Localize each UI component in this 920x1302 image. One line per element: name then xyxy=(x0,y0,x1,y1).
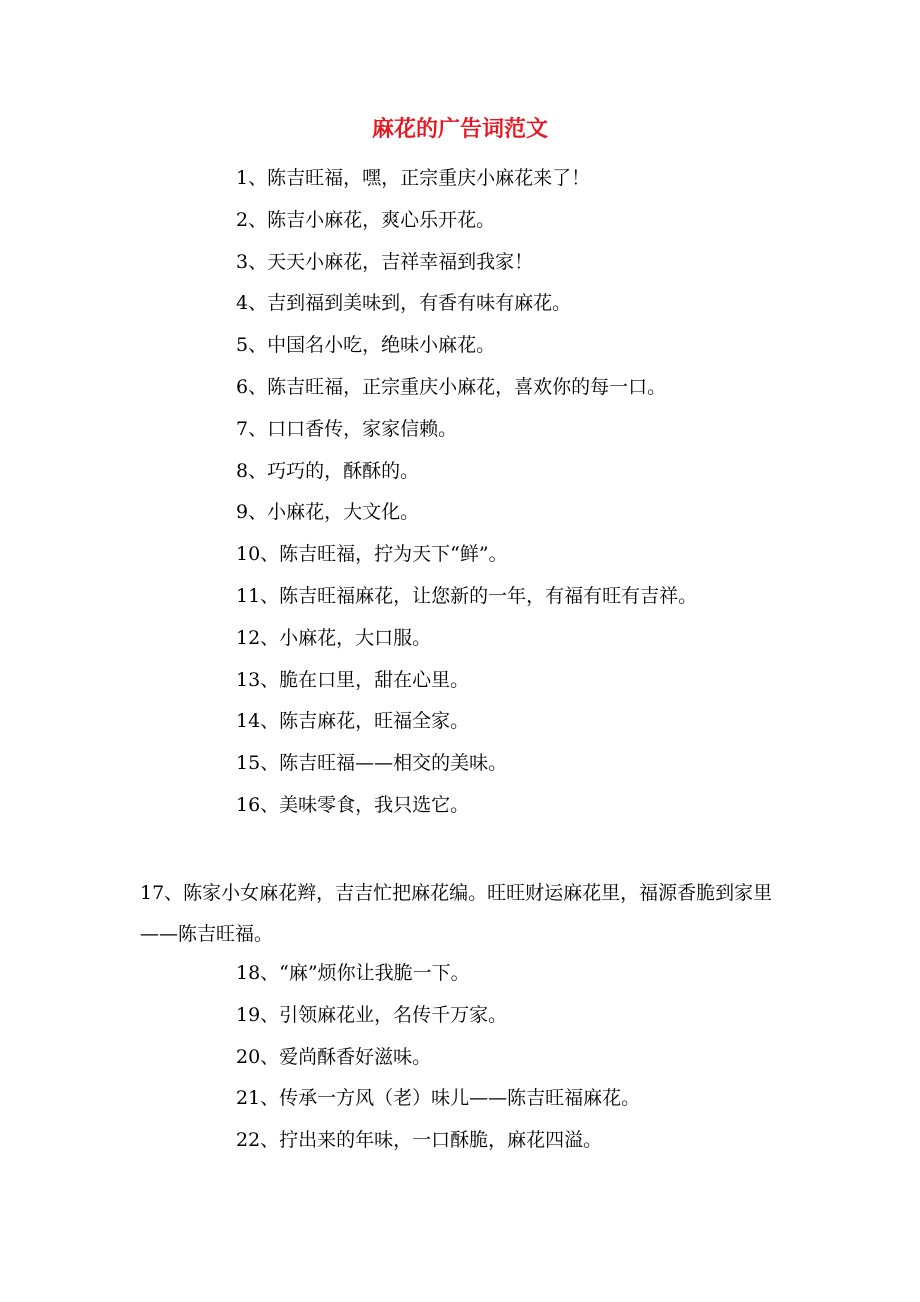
list-item: 18、“麻”烦你让我脆一下。 xyxy=(236,962,470,984)
list-item: 4、吉到福到美味到，有香有味有麻花。 xyxy=(236,292,572,315)
list-item: 12、小麻花，大口服。 xyxy=(236,626,432,649)
list-item: 1、陈吉旺福，嘿，正宗重庆小麻花来了！ xyxy=(236,167,591,189)
slogan-list-continued xyxy=(236,953,640,1162)
list-item: 19、引领麻花业，名传千万家。 xyxy=(236,1003,508,1026)
list-item: 16、美味零食，我只选它。 xyxy=(236,793,470,816)
list-item: 22、拧出来的年味，一口酥脆，麻花四溢。 xyxy=(236,1129,603,1152)
list-item: 9、小麻花，大文化。 xyxy=(236,501,420,524)
list-item: 13、脆在口里，甜在心里。 xyxy=(236,668,470,691)
document-title: 麻花的广告词范文 xyxy=(371,116,548,142)
list-item: 7、口口香传，家家信赖。 xyxy=(236,417,458,440)
slogan-list xyxy=(236,158,697,827)
list-item: 8、巧巧的，酥酥的。 xyxy=(236,459,420,482)
list-item: 15、陈吉旺福——相交的美味。 xyxy=(236,752,508,775)
list-item: 20、爱尚酥香好滋味。 xyxy=(236,1045,432,1068)
list-item: 11、陈吉旺福麻花，让您新的一年，有福有旺有吉祥。 xyxy=(236,584,698,607)
slogan-paragraph: 17、陈家小女麻花辫，吉吉忙把麻花编。旺旺财运麻花里，福源香脆到家里——陈吉旺福。 xyxy=(140,882,773,945)
list-item: 6、陈吉旺福，正宗重庆小麻花，喜欢你的每一口。 xyxy=(236,375,667,398)
list-item: 14、陈吉麻花，旺福全家。 xyxy=(236,710,470,733)
list-item: 5、中国名小吃，绝味小麻花。 xyxy=(236,334,496,357)
list-item: 2、陈吉小麻花，爽心乐开花。 xyxy=(236,208,496,231)
list-item: 3、天天小麻花，吉祥幸福到我家！ xyxy=(236,250,534,273)
list-item: 10、陈吉旺福，拧为天下“鲜”。 xyxy=(236,543,508,566)
list-item: 21、传承一方风（老）味儿——陈吉旺福麻花。 xyxy=(236,1087,641,1110)
